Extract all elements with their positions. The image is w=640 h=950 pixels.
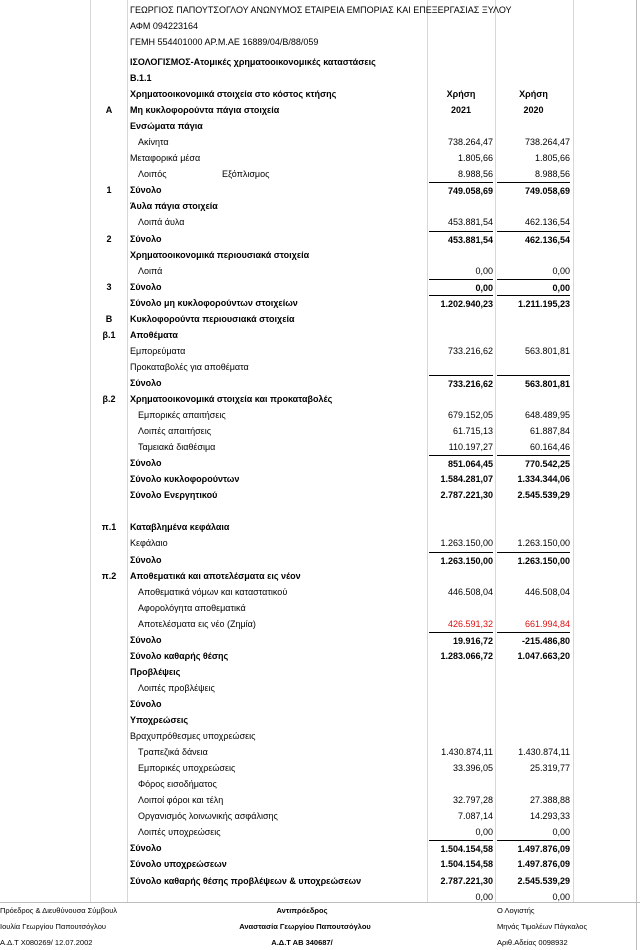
row-code: Β <box>105 313 113 324</box>
row-code <box>92 247 126 263</box>
table-row <box>0 792 640 808</box>
value-2021: 1.283.066,72 <box>440 650 493 661</box>
row-label: Εμπορικές υποχρεώσεις <box>138 763 236 774</box>
row-code <box>92 198 126 214</box>
value-2020 <box>497 247 570 263</box>
table-row <box>0 568 640 584</box>
table-row <box>0 86 640 102</box>
row-label: Αποθεματικά νόμων και καταστατικού <box>138 586 288 597</box>
value-2021: 733.216,62 <box>447 345 493 356</box>
signature-divider <box>0 902 640 903</box>
value-2021 <box>429 359 493 375</box>
row-label: Χρηματοοικονομικά στοιχεία και προκαταβολές <box>130 393 333 404</box>
row-label: Αποθεματικά και αποτελέσματα εις νέον <box>130 570 301 581</box>
row-code <box>92 712 126 728</box>
table-row <box>0 600 640 616</box>
value-2020: 1.263.150,00 <box>517 538 570 549</box>
table-row <box>0 824 640 840</box>
table-row <box>0 760 640 776</box>
row-code <box>92 535 126 551</box>
row-code: 3 <box>106 281 112 292</box>
table-row <box>0 856 640 872</box>
row-label: Αποτελέσματα εις νέο (Ζημία) <box>138 618 256 629</box>
value-2020: 1.047.663,20 <box>517 650 570 661</box>
value-2020: 27.388,88 <box>529 795 570 806</box>
value-2021 <box>429 118 493 134</box>
row-label: Λοιπές απαιτήσεις <box>138 426 212 437</box>
value-2021: 851.064,45 <box>429 455 493 472</box>
row-code <box>92 696 126 712</box>
value-2021 <box>429 519 493 535</box>
row-label: Σύνολο <box>130 698 162 709</box>
chair-id: Α.Δ.Τ Χ080269/ 12.07.2002 <box>0 938 93 947</box>
table-row <box>0 840 640 856</box>
row-code: π.1 <box>101 522 117 533</box>
value-2021: 733.216,62 <box>429 375 493 392</box>
value-2021: 33.396,05 <box>452 763 493 774</box>
row-code <box>92 166 126 182</box>
value-2021 <box>429 327 493 343</box>
value-2021: 2.787.221,30 <box>440 875 493 886</box>
row-label: Σύνολο καθαρής θέσης <box>130 650 229 661</box>
value-2020: 1.497.876,09 <box>517 859 570 870</box>
value-2020: 563.801,81 <box>497 375 570 392</box>
value-2021 <box>429 568 493 584</box>
value-2021: 61.715,13 <box>452 426 493 437</box>
row-label: Σύνολο <box>130 281 162 292</box>
value-2021 <box>429 600 493 616</box>
value-2020: 446.508,04 <box>524 586 570 597</box>
value-2021 <box>429 776 493 792</box>
value-2020: 60.164,46 <box>529 442 570 453</box>
row-label: Σύνολο <box>130 185 162 196</box>
value-2021: 1.504.154,58 <box>440 859 493 870</box>
row-code <box>92 664 126 680</box>
row-label: Φόρος εισοδήματος <box>138 779 217 790</box>
value-2021 <box>429 247 493 263</box>
table-row <box>0 873 640 889</box>
value-2020 <box>497 198 570 214</box>
row-label: Υποχρεώσεις <box>130 715 189 725</box>
accountant-name: Μηνάς Τιμολέων Πάγκαλος <box>497 922 588 931</box>
table-row <box>0 519 640 535</box>
row-code <box>92 118 126 134</box>
value-2021: 749.058,69 <box>429 182 493 199</box>
table-row <box>0 214 640 230</box>
value-2020 <box>497 664 570 680</box>
table-row <box>0 231 640 247</box>
row-label: Προκαταβολές για αποθέματα <box>130 361 249 372</box>
row-code <box>92 616 126 632</box>
row-label: Ακίνητα <box>138 137 169 148</box>
table-row <box>0 712 640 728</box>
table-row <box>0 375 640 391</box>
value-2021 <box>429 311 493 327</box>
row-label: Τραπεζικά δάνεια <box>138 747 208 758</box>
row-label: Σύνολο <box>130 233 162 244</box>
table-row <box>0 247 640 263</box>
table-row <box>0 616 640 632</box>
table-row <box>0 311 640 327</box>
row-label: Χρηματοοικονομικά περιουσιακά στοιχεία <box>130 249 310 260</box>
row-code <box>92 680 126 696</box>
row-label: Σύνολο <box>130 554 162 565</box>
row-code <box>92 792 126 808</box>
row-label: Σύνολο κυκλοφορούντων <box>130 474 240 485</box>
value-2021: 0,00 <box>429 279 493 296</box>
table-row <box>0 487 640 503</box>
row-code <box>92 263 126 279</box>
value-2020: 0,00 <box>552 827 570 838</box>
value-2020: 1.334.344,06 <box>517 474 570 485</box>
table-row <box>0 166 640 182</box>
table-row <box>0 439 640 455</box>
value-2021: 1.584.281,07 <box>440 474 493 485</box>
afm-row <box>0 18 640 34</box>
row-code <box>92 584 126 600</box>
tax-id: ΑΦΜ 094223164 <box>130 21 198 31</box>
row-code <box>92 423 126 439</box>
row-label: Άυλα πάγια στοιχεία <box>130 201 218 212</box>
row-code <box>92 600 126 616</box>
company-name: ΓΕΩΡΓΙΟΣ ΠΑΠΟΥΤΣΟΓΛΟΥ ΑΝΩΝΥΜΟΣ ΕΤΑΙΡΕΙΑ ΕΜΠΟΡΙΑΣ ΚΑΙ ΕΠΕΞΕΡΓΑΣΙΑΣ ΞΥΛΟΥ <box>130 5 512 15</box>
value-2020: 2020 <box>523 105 544 115</box>
table-row <box>0 552 640 568</box>
value-2020: 770.542,25 <box>497 455 570 472</box>
value-2020 <box>497 680 570 696</box>
value-2021 <box>429 680 493 696</box>
row-label: Σύνολο καθαρής θέσης προβλέψεων & υποχρεώσεων <box>130 875 362 886</box>
row-code <box>92 856 126 872</box>
row-label: Προβλέψεις <box>130 666 181 677</box>
table-row <box>0 295 640 311</box>
value-2021: 1.805,66 <box>457 153 493 164</box>
row-label: Λοιπές υποχρεώσεις <box>138 827 221 838</box>
chair-title: Πρόεδρος & Διευθύνουσα Σύμβουλ <box>0 906 118 915</box>
value-2020: 1.263.150,00 <box>497 552 570 569</box>
table-row <box>0 182 640 198</box>
row-code <box>92 295 126 311</box>
registry-number: ΓΕΜΗ 554401000 ΑΡ.Μ.ΑΕ 16889/04/Β/88/059 <box>130 37 319 47</box>
value-2020: 0,00 <box>552 265 570 276</box>
value-2021: 0,00 <box>475 265 493 276</box>
row-label: Ταμειακά διαθέσιμα <box>138 442 216 453</box>
value-2020: 2.545.539,29 <box>517 875 570 886</box>
table-row <box>0 648 640 664</box>
section-row <box>0 70 640 86</box>
row-code <box>92 824 126 840</box>
table-row <box>0 359 640 375</box>
table-row <box>0 423 640 439</box>
row-label: Κεφάλαιο <box>130 538 168 549</box>
row-label: Λοιπά άυλα <box>138 217 185 228</box>
value-2020: -215.486,80 <box>497 632 570 649</box>
row-code <box>92 487 126 503</box>
row-label: Λοιπές προβλέψεις <box>138 682 215 693</box>
value-2021 <box>429 696 493 712</box>
table-row <box>0 744 640 760</box>
value-2021: 110.197,27 <box>448 442 493 453</box>
row-label: Σύνολο υποχρεώσεων <box>130 859 227 870</box>
row-code <box>92 776 126 792</box>
table-row <box>0 535 640 551</box>
value-2020 <box>497 503 570 519</box>
value-2021: 19.916,72 <box>429 632 493 649</box>
row-code <box>92 407 126 423</box>
row-code <box>92 744 126 760</box>
value-2021: 8.988,56 <box>457 169 493 180</box>
row-code <box>92 808 126 824</box>
value-2021: 453.881,54 <box>429 231 493 248</box>
value-2020 <box>497 728 570 744</box>
table-row <box>0 279 640 295</box>
table-row <box>0 327 640 343</box>
value-2020 <box>497 391 570 407</box>
row-code <box>92 214 126 230</box>
table-row <box>0 263 640 279</box>
value-2021: 2.787.221,30 <box>440 490 493 501</box>
chair-name: Ιουλία Γεωργίου Παπουτσόγλου <box>0 922 106 931</box>
value-2020: 0,00 <box>552 891 570 902</box>
value-2021: Χρήση <box>446 89 476 99</box>
accountant-license: Αριθ.Αδείας 0098932 <box>497 938 568 947</box>
value-2020: 14.293,33 <box>529 811 570 822</box>
statement-title: ΙΣΟΛΟΓΙΣΜΟΣ-Ατομικές χρηματοοικονομικές καταστάσεις <box>130 57 376 67</box>
value-2021 <box>429 712 493 728</box>
row-code <box>92 552 126 568</box>
row-code <box>92 343 126 359</box>
value-2020 <box>497 712 570 728</box>
row-code <box>92 86 126 102</box>
accountant-title: Ο Λογιστής <box>497 906 535 915</box>
section-code: Β.1.1 <box>130 73 152 83</box>
value-2020: 462.136,54 <box>497 231 570 248</box>
value-2021: 0,00 <box>475 827 493 838</box>
table-row <box>0 198 640 214</box>
row-sublabel: Εξόπλισμος <box>222 169 270 180</box>
row-code <box>92 840 126 856</box>
row-code <box>92 455 126 471</box>
row-label: Αποθέματα <box>130 329 178 340</box>
row-code <box>92 760 126 776</box>
value-2021: 32.797,28 <box>452 795 493 806</box>
value-2021: 0,00 <box>475 891 493 902</box>
value-2020: 738.264,47 <box>524 137 570 148</box>
table-row <box>0 664 640 680</box>
value-2020 <box>497 776 570 792</box>
row-label: Κυκλοφορούντα περιουσιακά στοιχεία <box>130 313 295 324</box>
row-code: π.2 <box>101 570 117 581</box>
row-code <box>92 873 126 889</box>
value-2020: 1.430.874,11 <box>518 747 570 758</box>
value-2021: 1.202.940,23 <box>429 295 493 312</box>
row-code <box>92 359 126 375</box>
vice-chair-name: Αναστασία Γεωργίου Παπουτσόγλου <box>239 922 371 931</box>
row-label: Λοιποί φόροι και τέλη <box>138 795 224 806</box>
row-label: Οργανισμός λοινωνικής ασφάλισης <box>138 811 278 822</box>
vice-chair-title: Αντιπρόεδρος <box>276 906 328 915</box>
value-2021 <box>429 503 493 519</box>
table-row <box>0 776 640 792</box>
row-code <box>92 375 126 391</box>
row-code <box>92 632 126 648</box>
row-label: Σύνολο <box>130 634 162 645</box>
row-label: Σύνολο <box>130 377 162 388</box>
row-label: Μεταφορικά μέσα <box>130 153 201 164</box>
value-2020: 1.805,66 <box>534 153 570 164</box>
value-2021: 7.087,14 <box>457 811 493 822</box>
value-2020: 648.489,95 <box>524 410 570 420</box>
row-code: 1 <box>106 185 112 196</box>
table-row <box>0 102 640 118</box>
row-code: 2 <box>106 233 112 244</box>
table-row <box>0 503 640 519</box>
value-2021: 1.263.150,00 <box>429 552 493 569</box>
row-label: Καταβλημένα κεφάλαια <box>130 522 230 533</box>
row-label: Χρηματοοικονομικά στοιχεία στο κόστος κτήσης <box>130 89 337 99</box>
table-row <box>0 150 640 166</box>
value-2020: 462.136,54 <box>524 217 570 228</box>
value-2020: 61.887,84 <box>529 426 570 437</box>
row-label: Ενσώματα πάγια <box>130 121 203 132</box>
value-2021 <box>429 198 493 214</box>
value-2020 <box>497 311 570 327</box>
table-row <box>0 134 640 150</box>
value-2020 <box>497 568 570 584</box>
table-row <box>0 343 640 359</box>
value-2021: 1.430.874,11 <box>441 747 493 758</box>
table-row <box>0 584 640 600</box>
value-2020: 25.319,77 <box>529 763 570 774</box>
row-code: β.1 <box>102 329 116 340</box>
row-label: Μη κυκλοφορούντα πάγια στοιχεία <box>130 105 280 115</box>
table-row <box>0 808 640 824</box>
table-row <box>0 455 640 471</box>
row-label: Σύνολο μη κυκλοφορούντων στοιχείων <box>130 297 298 308</box>
gemh-row <box>0 34 640 50</box>
table-row <box>0 632 640 648</box>
row-label: Λοιπά <box>138 265 163 276</box>
value-2021: 679.152,05 <box>447 410 493 420</box>
table-row <box>0 728 640 744</box>
value-2021: 1.504.154,58 <box>429 840 493 857</box>
value-2021 <box>429 664 493 680</box>
title-row <box>0 54 640 70</box>
value-2020: Χρήση <box>519 89 548 99</box>
value-2021 <box>429 728 493 744</box>
table-row <box>0 391 640 407</box>
vice-chair-id: Α.Δ.Τ ΑΒ 340687/ <box>271 938 333 947</box>
table-row <box>0 696 640 712</box>
row-label: Σύνολο <box>130 458 162 469</box>
row-label: Σύνολο <box>130 843 162 854</box>
value-2020 <box>497 327 570 343</box>
value-2020 <box>497 359 570 375</box>
value-2020: 661.994,84 <box>524 618 570 629</box>
value-2020: 0,00 <box>497 279 570 296</box>
row-code <box>92 439 126 455</box>
row-label: Σύνολο Ενεργητικού <box>130 490 218 501</box>
value-2020: 563.801,81 <box>524 345 570 356</box>
value-2021 <box>429 391 493 407</box>
table-row <box>0 471 640 487</box>
row-code <box>92 134 126 150</box>
value-2020: 749.058,69 <box>497 182 570 199</box>
page-edge <box>636 0 637 950</box>
value-2020 <box>497 600 570 616</box>
value-2020 <box>497 118 570 134</box>
row-code: β.2 <box>102 393 116 404</box>
value-2020: 1.497.876,09 <box>497 840 570 857</box>
value-2020: 1.211.195,23 <box>497 295 570 312</box>
value-2021: 453.881,54 <box>447 217 493 228</box>
value-2020 <box>497 519 570 535</box>
value-2021: 446.508,04 <box>447 586 493 597</box>
table-row <box>0 118 640 134</box>
row-code <box>92 728 126 744</box>
row-code <box>92 503 126 519</box>
row-label: Λοιπός <box>138 169 167 180</box>
value-2020: 8.988,56 <box>534 169 570 180</box>
row-label: Εμπορικές απαιτήσεις <box>138 410 226 420</box>
row-label: Εμπορεύματα <box>130 345 186 356</box>
value-2021: 426.591,32 <box>447 618 493 629</box>
row-code: Α <box>105 105 113 115</box>
table-row <box>0 407 640 423</box>
row-label: Βραχυπρόθεσμες υποχρεώσεις <box>130 731 256 741</box>
company-name-row <box>0 2 640 18</box>
value-2020 <box>497 696 570 712</box>
row-code <box>92 648 126 664</box>
value-2021: 1.263.150,00 <box>440 538 493 549</box>
row-code <box>92 471 126 487</box>
value-2021: 2021 <box>450 105 472 115</box>
row-code <box>92 150 126 166</box>
table-row <box>0 680 640 696</box>
value-2021: 738.264,47 <box>447 137 493 148</box>
row-label: Αφορολόγητα αποθεματικά <box>138 602 246 613</box>
value-2020: 2.545.539,29 <box>517 490 570 501</box>
